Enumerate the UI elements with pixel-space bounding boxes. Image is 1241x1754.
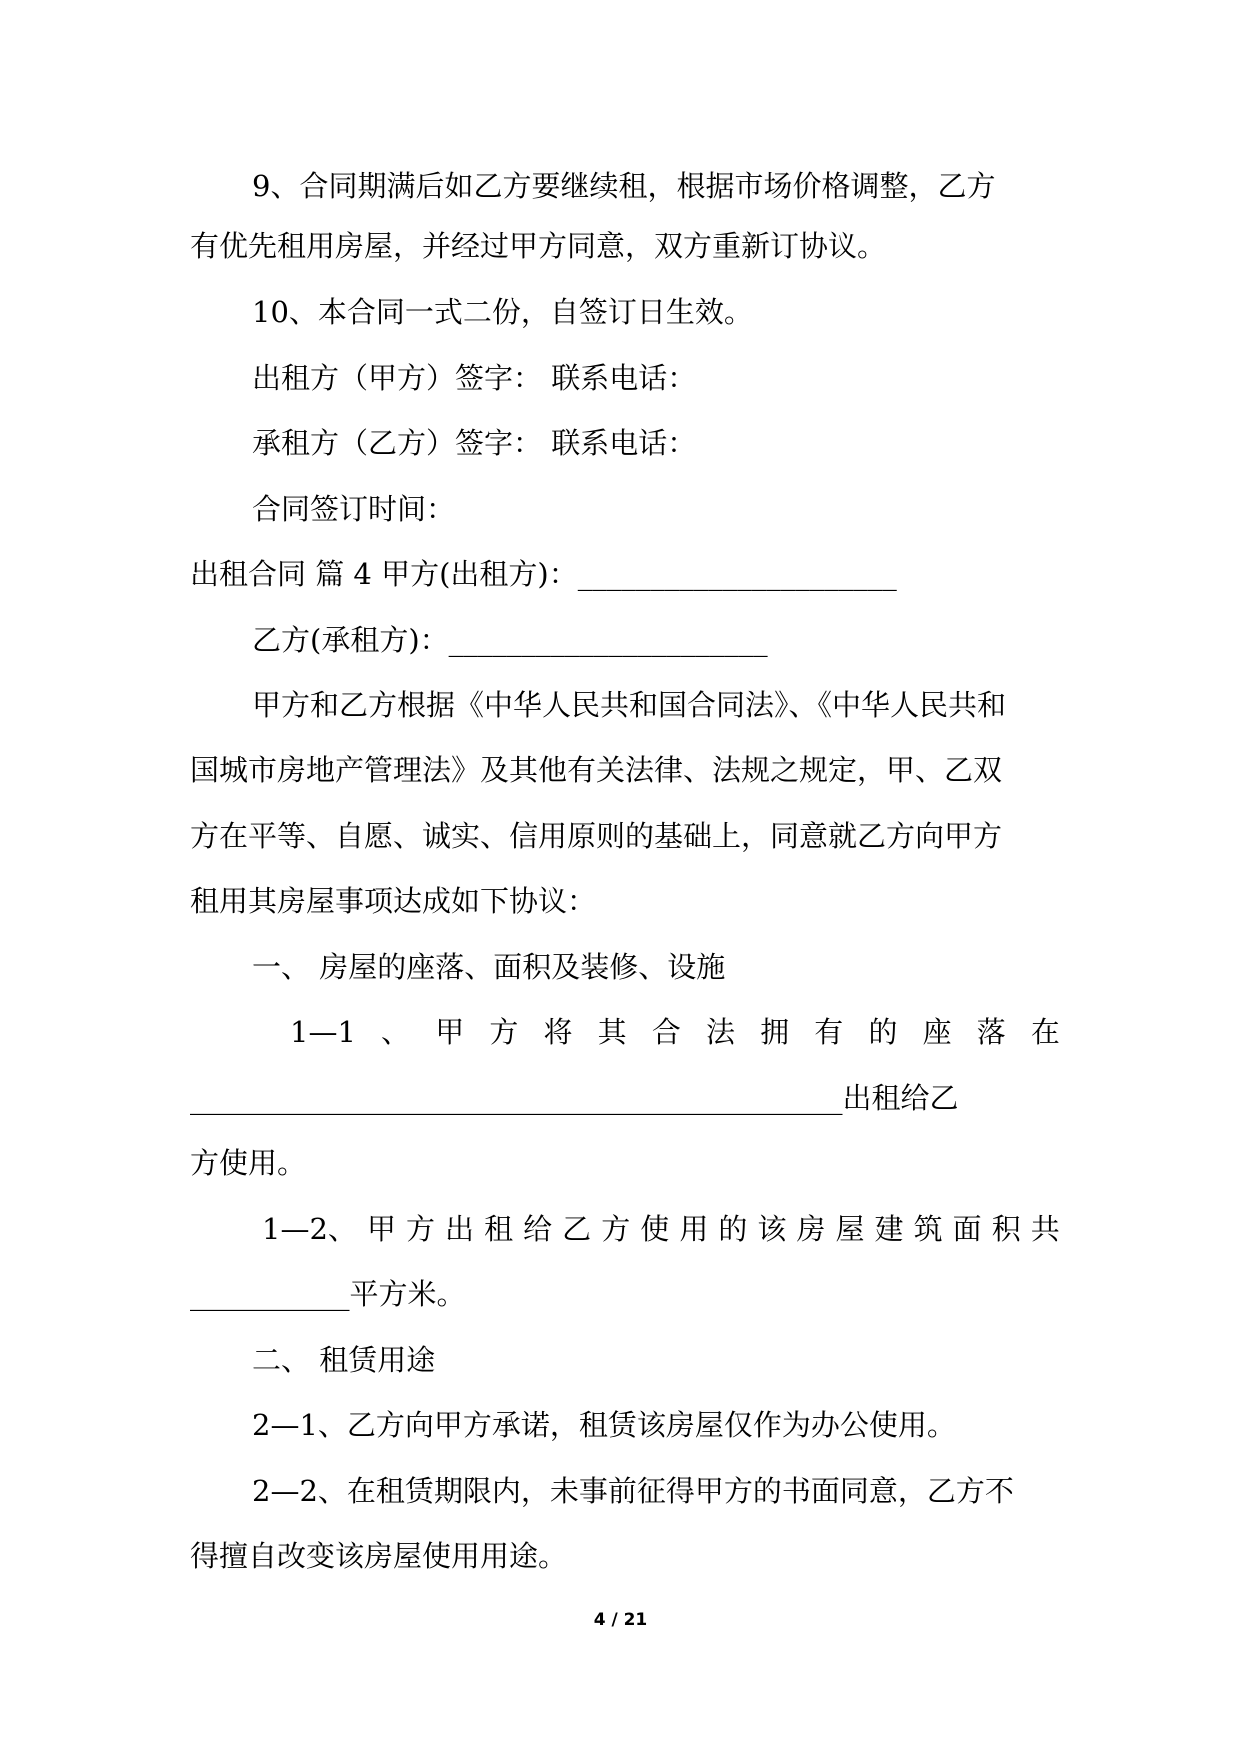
contract-4-heading-party-a: 出租合同 篇 4 甲方(出租方)：______________________: [190, 557, 897, 591]
clause-1-2-char: 积: [991, 1212, 1021, 1246]
clause-1-2-char: 房: [796, 1212, 826, 1246]
clause-1-2-char: 方: [405, 1212, 435, 1246]
clause-1-2-char: 用: [679, 1212, 709, 1246]
clause-1-1-char: 座: [922, 1015, 952, 1049]
section-2-heading: 二、 租赁用途: [252, 1343, 436, 1377]
clause-1-2-line-2: ___________平方米。: [190, 1277, 466, 1311]
clause-1-2-char: 面: [952, 1212, 982, 1246]
clause-1-2-char: 使: [640, 1212, 670, 1246]
clause-1-1-char: 方: [489, 1015, 519, 1049]
clause-1-1-char: 1—1: [290, 1015, 356, 1049]
clause-1-2-char: 屋: [835, 1212, 865, 1246]
clause-2-1: 2—1、乙方向甲方承诺，租赁该房屋仅作为办公使用。: [252, 1408, 956, 1442]
clause-1-2-char: 1—2、: [262, 1212, 357, 1246]
clause-1-1-char: 的: [868, 1015, 898, 1049]
preamble-line-2: 国城市房地产管理法》及其他有关法律、法规之规定，甲、乙双: [190, 753, 1003, 787]
paragraph-clause-9-line-1: 9、合同期满后如乙方要继续租，根据市场价格调整，乙方: [252, 169, 996, 203]
clause-1-2-char: 给: [523, 1212, 553, 1246]
clause-1-2-char: 甲: [366, 1212, 396, 1246]
preamble-line-4: 租用其房屋事项达成如下协议：: [190, 884, 597, 918]
clause-1-1-char: 合: [651, 1015, 681, 1049]
clause-1-2-char: 共: [1030, 1212, 1060, 1246]
clause-1-2-char: 乙: [562, 1212, 592, 1246]
clause-1-1-char: 甲: [435, 1015, 465, 1049]
clause-1-2-line-1: [262, 1207, 1060, 1251]
paragraph-clause-10: 10、本合同一式二份，自签订日生效。: [252, 295, 753, 329]
clause-1-2-char: 出: [445, 1212, 475, 1246]
clause-1-1-char: 其: [597, 1015, 627, 1049]
clause-1-1-char: 、: [381, 1015, 411, 1049]
clause-1-1-line-3: 方使用。: [190, 1146, 307, 1180]
clause-1-1-line-2: _____________________________________________出租给乙: [190, 1081, 959, 1115]
clause-1-2-char: 方: [601, 1212, 631, 1246]
preamble-line-3: 方在平等、自愿、诚实、信用原则的基础上，同意就乙方向甲方: [190, 819, 1003, 853]
clause-1-1-char: 落: [976, 1015, 1006, 1049]
clause-1-1-char: 在: [1030, 1015, 1060, 1049]
clause-1-2-char: 筑: [913, 1212, 943, 1246]
clause-1-1-char: 有: [814, 1015, 844, 1049]
clause-2-2-line-1: 2—2、在租赁期限内，未事前征得甲方的书面同意，乙方不: [252, 1474, 1014, 1508]
clause-1-2-char: 建: [874, 1212, 904, 1246]
lessee-signature-line: 承租方（乙方）签字： 联系电话：: [252, 426, 697, 460]
page-number: 4 / 21: [593, 1610, 648, 1630]
preamble-line-1: 甲方和乙方根据《中华人民共和国合同法》、《中华人民共和: [252, 688, 1007, 722]
lessor-signature-line: 出租方（甲方）签字： 联系电话：: [252, 361, 697, 395]
party-b-line: 乙方(承租方)：______________________: [252, 623, 768, 657]
clause-1-2-char: 该: [757, 1212, 787, 1246]
section-1-heading: 一、 房屋的座落、面积及装修、设施: [252, 950, 726, 984]
clause-1-2-char: 的: [718, 1212, 748, 1246]
clause-1-1-line-1: [290, 1010, 1060, 1054]
clause-1-1-char: 法: [705, 1015, 735, 1049]
clause-2-2-line-2: 得擅自改变该房屋使用用途。: [190, 1539, 568, 1573]
clause-1-1-char: 将: [543, 1015, 573, 1049]
paragraph-clause-9-line-2: 有优先租用房屋，并经过甲方同意，双方重新订协议。: [190, 229, 887, 263]
signing-date-line: 合同签订时间：: [252, 492, 456, 526]
clause-1-2-char: 租: [484, 1212, 514, 1246]
clause-1-1-char: 拥: [760, 1015, 790, 1049]
